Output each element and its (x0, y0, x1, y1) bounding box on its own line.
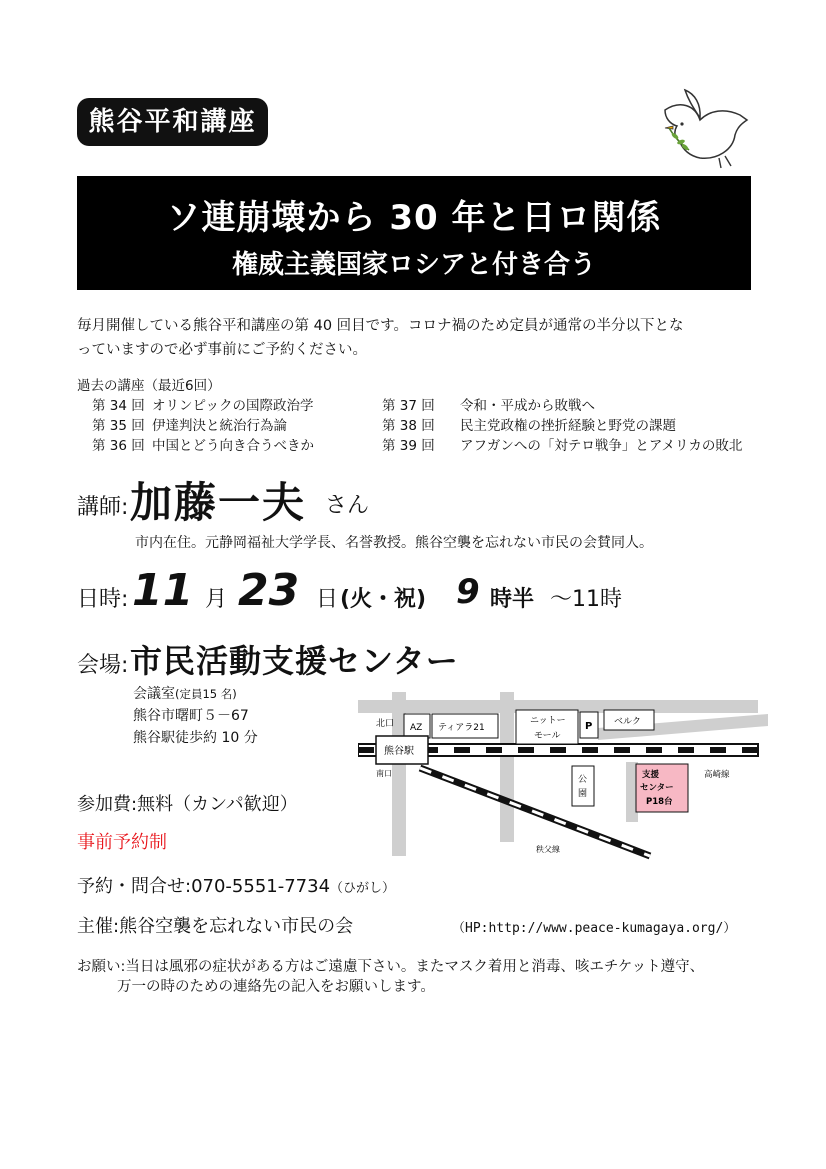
map-label-park-2: 園 (578, 789, 588, 799)
contact-info (77, 872, 395, 898)
intro-text (77, 314, 752, 362)
reservation-notice: 事前予約制 (77, 832, 167, 853)
map-road (500, 692, 514, 842)
map-label-station: 熊谷駅 (384, 746, 414, 757)
map-label-parking: P (585, 721, 593, 732)
map-label-center-3: P18台 (646, 797, 673, 807)
title-banner (77, 176, 751, 290)
past-lecture-num: 第 35 回 (92, 418, 145, 434)
map-label-bell: ベルク (614, 717, 641, 727)
map-label-center-2: センター (640, 783, 674, 793)
venue-access: 熊谷駅徒歩約 10 分 (133, 730, 258, 746)
past-lecture-num: 第 38 回 (382, 418, 435, 434)
time-start: 9 (456, 572, 480, 612)
past-lecture-num: 第 34 回 (92, 398, 145, 414)
past-lectures-heading: 過去の講座（最近6回） (77, 378, 221, 394)
map-label-az: AZ (410, 723, 423, 733)
venue-room-name: 会議室 (133, 686, 175, 702)
intro-line-1: 毎月開催している熊谷平和講座の第 40 回目です。コロナ禍のため定員が通常の半分以下とな (77, 318, 684, 334)
venue-name: 市民活動支援センター (130, 642, 459, 680)
map-label-north-exit: 北口 (376, 719, 395, 729)
contact-phone: 予約・問合せ:070-5551-7734 (77, 876, 331, 897)
past-lecture-title: 伊達判決と統治行為論 (152, 418, 287, 434)
map-park (572, 766, 594, 806)
fee-text: 参加費:無料（カンパ歓迎） (77, 794, 298, 815)
intro-line-2: っていますので必ず事前にご予約ください。 (77, 342, 367, 358)
date-label: 日時: (77, 587, 129, 612)
date-month-unit: 月 (205, 587, 228, 612)
past-lecture-title: オリンピックの国際政治学 (152, 398, 314, 414)
host-info: 主催:熊谷空襲を忘れない市民の会 (77, 916, 354, 937)
date-day: 23 (238, 565, 300, 616)
dove-icon (655, 80, 755, 180)
request-note-line-2: 万一の時のための連絡先の記入をお願いします。 (117, 979, 435, 995)
lecturer-bio: 市内在住。元静岡福祉大学学長、名誉教授。熊谷空襲を忘れない市民の会賛同人。 (135, 535, 653, 551)
map-label-tiara: ティアラ21 (438, 723, 485, 733)
map-label-south-exit: 南口 (376, 769, 392, 778)
access-map (358, 692, 768, 862)
contact-note: （ひがし） (330, 881, 396, 896)
venue-address: 熊谷市曙町５－67 (133, 708, 249, 724)
host-homepage: （HP:http://www.peace-kumagaya.org/） (452, 921, 737, 936)
map-label-nitto-2: モール (534, 731, 561, 741)
past-lecture-title: 中国とどう向き合うべきか (152, 438, 314, 454)
venue-label: 会場: (77, 653, 129, 678)
past-lecture-title: 民主党政権の挫折経験と野党の課題 (460, 418, 676, 434)
time-start-unit: 時半 (490, 587, 535, 612)
time-end: ～11時 (550, 587, 622, 612)
map-label-nitto-1: ニットー (530, 716, 566, 726)
main-title: ソ連崩壊から 30 年と日ロ関係 (166, 198, 662, 238)
past-lecture-num: 第 37 回 (382, 398, 435, 414)
lecturer-label: 講師: (77, 495, 129, 520)
lecturer-honorific: さん (325, 493, 370, 518)
map-label-chichibu: 秩父線 (536, 845, 560, 854)
sub-title: 権威主義国家ロシアと付き合う (231, 250, 596, 280)
venue-room (133, 683, 237, 703)
venue-capacity: (定員15 名) (175, 687, 237, 701)
past-lecture-num: 第 36 回 (92, 438, 145, 454)
request-note-line-1: お願い:当日は風邪の症状がある方はご遠慮下さい。またマスク着用と消毒、咳エチケット遵守、 (77, 959, 705, 975)
lecturer-name: 加藤一夫 (130, 478, 307, 527)
date-month: 11 (132, 565, 194, 616)
map-label-park-1: 公 (578, 775, 588, 785)
date-weekday: (火・祝) (340, 587, 427, 612)
past-lecture-num: 第 39 回 (382, 438, 435, 454)
map-label-center-1: 支援 (642, 770, 660, 780)
date-day-unit: 日 (316, 587, 339, 612)
past-lecture-title: 令和・平成から敗戦へ (460, 398, 595, 414)
series-badge: 熊谷平和講座 (77, 98, 268, 146)
map-label-takasaki: 高崎線 (704, 770, 730, 780)
past-lecture-title: アフガンへの「対テロ戦争」とアメリカの敗北 (460, 438, 743, 454)
